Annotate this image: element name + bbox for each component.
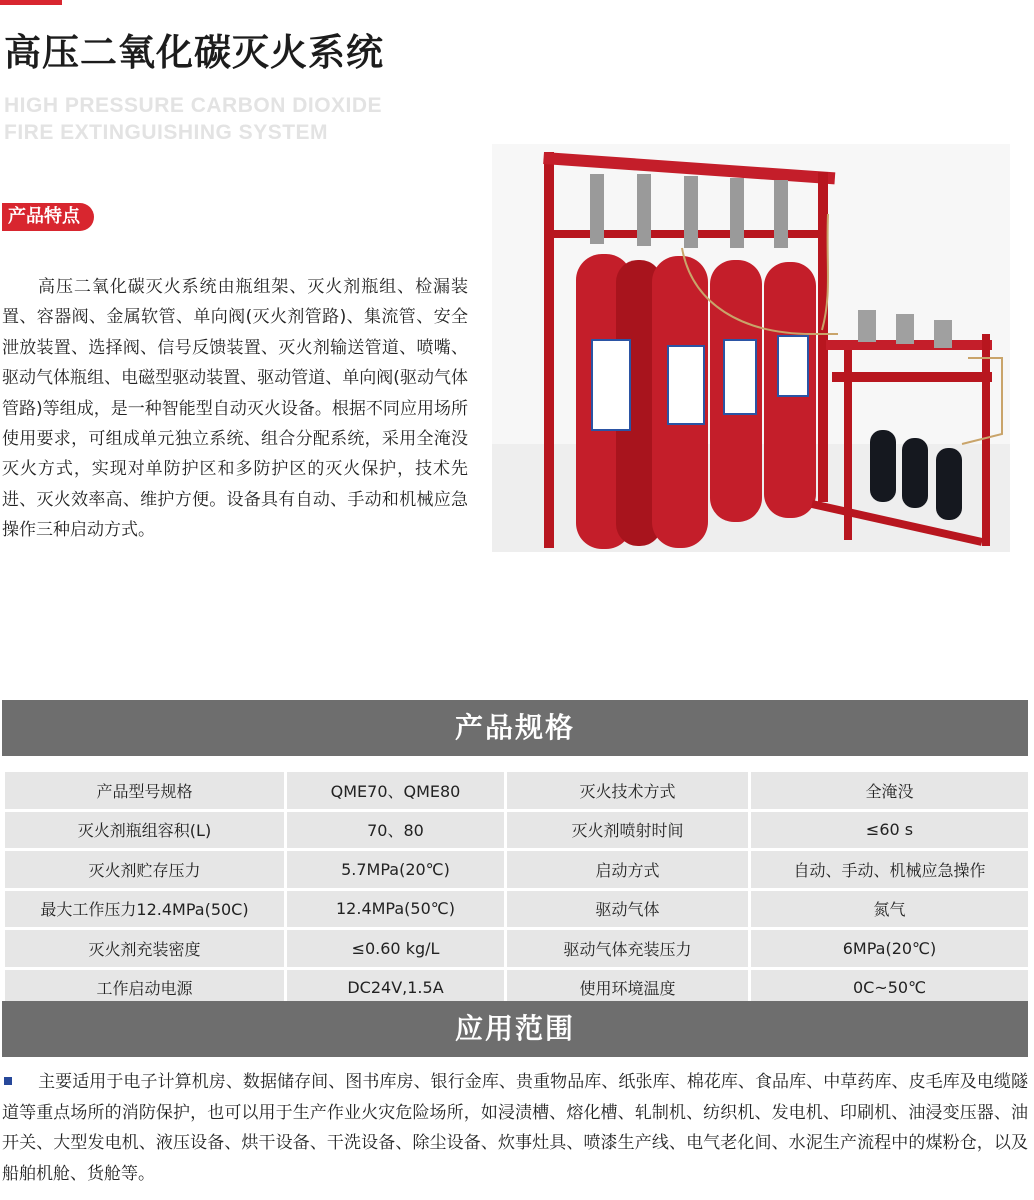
- spec-label-cell: 使用环境温度: [506, 968, 750, 1008]
- spec-value-cell: 5.7MPa(20℃): [286, 850, 506, 890]
- english-subtitle: [4, 92, 382, 146]
- spec-label-cell: 驱动气体: [506, 889, 750, 929]
- spec-value-cell: DC24V,1.5A: [286, 968, 506, 1008]
- spec-value-cell: 自动、手动、机械应急操作: [750, 850, 1030, 890]
- subtitle-line-2: FIRE EXTINGUISHING SYSTEM: [4, 121, 329, 144]
- spec-value-cell: ≤0.60 kg/L: [286, 929, 506, 969]
- spec-row: [4, 771, 1030, 811]
- spec-row: [4, 929, 1030, 969]
- specs-table-body: [4, 771, 1030, 1008]
- scope-text: 主要适用于电子计算机房、数据储存间、图书库房、银行金库、贵重物品库、纸张库、棉花库、食品库、中草药库、皮毛库及电缆隧道等重点场所的消防保护，也可以用于生产作业火灾危险场所，如浸渍槽、熔化槽、轧制机、纺织机、发电机、印刷机、油浸变压器、油开关、大型发电机、液压设备、烘干设备、干洗设备、除尘设备、炊事灶具、喷漆生产线、电气老化间、水泥生产流程中的煤粉仓，以及船舶机舱、货舱等。: [2, 1072, 1028, 1184]
- spec-value-cell: 12.4MPa(50℃): [286, 889, 506, 929]
- spec-row: [4, 810, 1030, 850]
- spec-label-cell: 灭火剂贮存压力: [4, 850, 286, 890]
- scope-heading-bar: 应用范围: [2, 1001, 1028, 1057]
- spec-value-cell: 70、80: [286, 810, 506, 850]
- side-frame-bottom: [832, 372, 992, 382]
- spec-value-cell: 0C~50℃: [750, 968, 1030, 1008]
- spec-row: [4, 889, 1030, 929]
- spec-label-cell: 启动方式: [506, 850, 750, 890]
- spec-value-cell: 全淹没: [750, 771, 1030, 811]
- rack-right-post: [818, 172, 828, 502]
- features-description: 高压二氧化碳灭火系统由瓶组架、灭火剂瓶组、检漏装置、容器阀、金属软管、单向阀(灭火剂管路)、集流管、安全泄放装置、选择阀、信号反馈装置、灭火剂输送管道、喷嘴、驱动气体瓶组、电磁型驱动装置、驱动管道、单向阀(驱动气体管路)等组成，是一种智能型自动灭火设备。根据不同应用场所使用要求，可组成单元独立系统、组合分配系统，采用全淹没灭火方式，实现对单防护区和多防护区的灭火保护，技术先进、灭火效率高、维护方便。设备具有自动、手动和机械应急操作三种启动方式。: [2, 277, 468, 541]
- scope-paragraph: [2, 1067, 1028, 1189]
- spec-row: [4, 850, 1030, 890]
- page-title: 高压二氧化碳灭火系统: [4, 31, 384, 74]
- product-photo: [492, 144, 1010, 552]
- spec-label-cell: 灭火技术方式: [506, 771, 750, 811]
- bullet-square-icon: [4, 1077, 12, 1085]
- rack-left-post: [544, 152, 554, 548]
- specs-heading-bar: 产品规格: [2, 700, 1028, 756]
- subtitle-line-1: HIGH PRESSURE CARBON DIOXIDE: [4, 94, 383, 117]
- spec-label-cell: 灭火剂瓶组容积(L): [4, 810, 286, 850]
- spec-label-cell: 驱动气体充装压力: [506, 929, 750, 969]
- spec-value-cell: QME70、QME80: [286, 771, 506, 811]
- spec-label-cell: 工作启动电源: [4, 968, 286, 1008]
- top-accent-bar: [0, 0, 62, 5]
- specs-table: [2, 769, 1031, 1009]
- side-frame-post: [982, 334, 990, 546]
- spec-label-cell: 灭火剂充装密度: [4, 929, 286, 969]
- spec-value-cell: ≤60 s: [750, 810, 1030, 850]
- spec-label-cell: 最大工作压力12.4MPa(50C): [4, 889, 286, 929]
- spec-value-cell: 氮气: [750, 889, 1030, 929]
- spec-label-cell: 灭火剂喷射时间: [506, 810, 750, 850]
- spec-value-cell: 6MPa(20℃): [750, 929, 1030, 969]
- features-badge: 产品特点: [2, 203, 94, 231]
- spec-label-cell: 产品型号规格: [4, 771, 286, 811]
